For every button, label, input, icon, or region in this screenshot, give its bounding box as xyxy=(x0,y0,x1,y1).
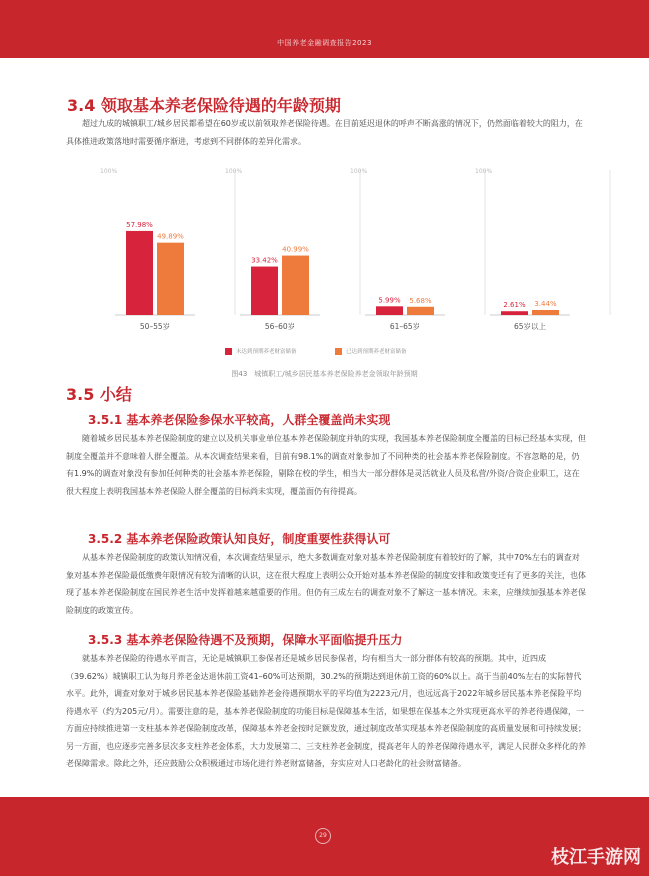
bar-1-3 xyxy=(376,306,403,315)
data-label-2-2: 40.99% xyxy=(282,245,309,254)
report-title: 中国养老金融调查报告2023 xyxy=(277,39,372,47)
data-label-2-3: 5.68% xyxy=(409,296,432,305)
bar-2-1 xyxy=(157,243,184,315)
legend-item-1 xyxy=(225,347,297,355)
category-label-3: 61–65岁 xyxy=(389,322,421,331)
data-label-2-1: 49.89% xyxy=(157,232,184,241)
section-3-5-1-heading: 3.5.1 基本养老保险参保水平较高，人群全覆盖尚未实现 xyxy=(88,413,391,427)
axis-top-label-1: 100% xyxy=(100,168,118,175)
bar-2-2 xyxy=(282,256,309,315)
data-label-1-4: 2.61% xyxy=(503,301,526,310)
category-label-4: 65岁以上 xyxy=(513,322,547,331)
bar-2-4 xyxy=(532,310,559,315)
section-3-5-1-body: 随着城乡居民基本养老保险制度的建立以及机关事业单位基本养老保险制度并轨的实现，我国基本养老保险制度全覆盖的目标已经基本实现，但制度全覆盖并不意味着人群全覆盖。从本次调查结果来看，目前有98.1%的调查对象参加了不同种类的社会基本养老保险制度。不容忽略的是，仍有1.9%的调查对象没有参加任何种类的社会基本养老保险，剔除在校的学生，相当大一部分群体是灵活就业人员及私营/外资/合资企业职工，这在很大程度上表明我国基本养老保险人群全覆盖的目标尚未实现，覆盖面仍有待提高。 xyxy=(66,434,586,496)
section-3-5-2-body: 从基本养老保险制度的政策认知情况看，本次调查结果显示，绝大多数调查对象对基本养老保险制度有着较好的了解，其中70%左右的调查对象对基本养老保险最低缴费年限情况有较为清晰的认识，这在很大程度上表明公众开始对基本养老保险的制度安排和政策变迁有了更多的关注，也体现了基本养老保险制度在国民养老生活中发挥着越来越重要的作用。但仍有三成左右的调查对象不了解这一基本情况。未来，应继续加强基本养老保险制度的政策宣传。 xyxy=(66,553,586,615)
age-expectation-chart xyxy=(0,150,649,350)
site-watermark: 枝江手游网 xyxy=(551,847,641,868)
section-3-5-heading: 3.5 小结 xyxy=(66,385,132,404)
section-3-4-heading: 3.4 领取基本养老保险待遇的年龄预期 xyxy=(67,96,341,115)
axis-top-label-2: 100% xyxy=(225,168,243,175)
data-label-2-4: 3.44% xyxy=(534,300,557,309)
category-label-2: 56–60岁 xyxy=(264,322,296,331)
section-3-5-3-body: 就基本养老保险的待遇水平而言，无论是城镇职工参保者还是城乡居民参保者，均有相当大一部分群体有较高的预期。其中，近四成（39.62%）城镇职工认为每月养老金达退休前工资41–60%可达预期，30.2%的预期达到退休前工资的60%以上。高于当前40%左右的实际替代水平。此外，调查对象对于城乡居民基本养老保险基础养老金待遇预期水平的平均值为2223元/月，也远远高于2022年城乡居民基本养老保险平均待遇水平（约为205元/月）。需要注意的是，基本养老保险制度的功能目标是保障基本生活，如果想在保基本之外实现更高水平的养老待遇保障，一方面应持续推进第一支柱基本养老保险制度改革，保障基本养老金按时足额发放，通过制度改革实现基本养老保险制度的高质量发展和可持续发展；另一方面，也应逐步完善多层次多支柱养老金体系，大力发展第二、三支柱养老金制度，提高老年人的养老保障待遇水平，满足人民群众多样化的养老保障需求。除此之外，还应鼓励公众积极通过市场化进行养老财富储备，夯实应对人口老龄化的社会财富储备。 xyxy=(66,654,586,768)
legend-swatch-2 xyxy=(335,348,342,355)
header-bar xyxy=(0,0,649,58)
data-label-1-2: 33.42% xyxy=(251,256,278,265)
legend-swatch-1 xyxy=(225,348,232,355)
bar-2-3 xyxy=(407,307,434,315)
data-label-1-1: 57.98% xyxy=(126,220,153,229)
axis-top-label-3: 100% xyxy=(350,168,368,175)
section-3-5-2-heading: 3.5.2 基本养老保险政策认知良好，制度重要性获得认可 xyxy=(88,532,391,546)
section-3-5-3-heading: 3.5.3 基本养老保险待遇不及预期，保障水平面临提升压力 xyxy=(88,633,403,647)
bar-1-2 xyxy=(251,267,278,315)
section-3-4-intro: 超过九成的城镇职工/城乡居民都希望在60岁或以前领取养老保险待遇。在目前延迟退休的呼声不断高涨的情况下，仍然面临着较大的阻力，在具体推进政策落地时需要循序渐进，考虑到不同群体的差异化需求。 xyxy=(66,119,583,146)
bar-1-1 xyxy=(126,231,153,315)
legend-item-2 xyxy=(335,347,407,355)
bar-1-4 xyxy=(501,311,528,315)
legend-label-1: 未达到预期养老财富储备 xyxy=(236,349,297,355)
data-label-1-3: 5.99% xyxy=(378,296,401,305)
figure-caption: 图43 城镇职工/城乡居民基本养老保险养老金领取年龄预期 xyxy=(231,370,418,378)
category-label-1: 50–55岁 xyxy=(139,322,171,331)
axis-top-label-4: 100% xyxy=(475,168,493,175)
page-number: 29 xyxy=(315,828,331,844)
legend-label-2: 已达到预期养老财富储备 xyxy=(346,349,407,355)
